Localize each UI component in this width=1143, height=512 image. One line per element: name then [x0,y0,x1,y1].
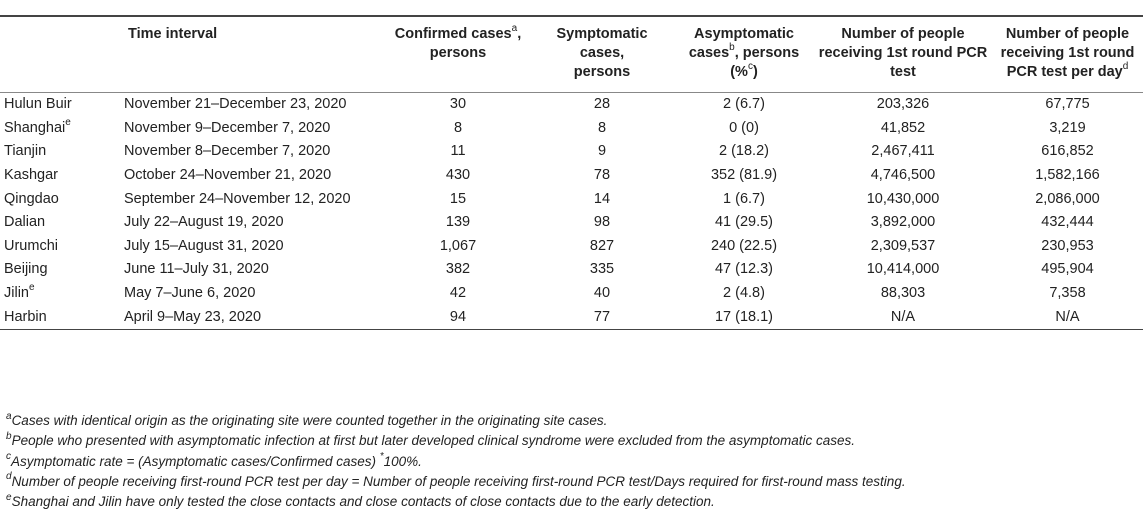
header-confirmed: Confirmed cases$^a$, persons [394,23,522,61]
header-row [0,16,1143,93]
cell-time-interval: July 15–August 31, 2020 [124,237,284,254]
header-pcr-per-day: Number of people receiving 1st round PCR test per day$^d$ [1000,26,1135,80]
cell-symptomatic: 40 [593,285,611,302]
header-region [0,16,120,93]
cell-confirmed: 139 [445,214,471,231]
table-row [0,235,1143,259]
footnote-b: $^b$People who presented with asymptomatic infection at first but later developed clinical syndrome were excluded from the asymptomatic cases. [6,430,855,449]
cell-pcr: 2,467,411 [871,143,935,160]
cell-region: Qingdao [4,190,59,207]
header-asymptomatic: Asymptomatic cases$^b$, persons (%$^c$) [688,26,800,80]
cell-pcr-per-day: 616,852 [1041,143,1094,160]
cell-confirmed: 382 [445,261,471,278]
cell-region: Kashgar [4,167,59,184]
cell-symptomatic: 8 [597,119,607,136]
cell-pcr-per-day: 3,219 [1049,119,1086,136]
cell-pcr: N/A [890,308,916,325]
cell-pcr: 203,326 [876,96,930,113]
cell-asymptomatic: 41 (29.5) [714,214,774,231]
cell-symptomatic: 78 [593,167,611,184]
footnote-d: $^d$Number of people receiving first-round PCR test per day = Number of people receiving first-round PCR test/Days required for first-round mass testing. [6,471,906,489]
table-body [0,93,1143,330]
footnotes [6,411,1136,512]
cell-confirmed: 8 [453,119,463,136]
cell-symptomatic: 335 [589,261,615,278]
cell-time-interval: September 24–November 12, 2020 [124,190,351,207]
cell-symptomatic: 98 [593,214,611,231]
cell-region: Dalian [4,214,46,231]
cell-confirmed: 94 [449,308,467,325]
cell-confirmed: 1,067 [439,237,477,254]
cell-region: Tianjin [4,143,47,160]
cell-region: Hulun Buir [4,96,72,113]
table-row [0,164,1143,188]
cell-confirmed: 11 [450,143,466,160]
cell-pcr: 4,746,500 [870,167,936,184]
cell-confirmed: 430 [445,167,471,184]
table-row [0,211,1143,235]
cell-region: Jilin$^e$ [4,282,35,302]
cell-time-interval: October 24–November 21, 2020 [124,167,332,184]
cell-pcr-per-day: 2,086,000 [1035,190,1100,207]
top-cropped-caption [0,0,1143,10]
cell-pcr-per-day: 230,953 [1041,237,1094,254]
footnote-c: $^c$Asymptomatic rate = (Asymptomatic cases/Confirmed cases) *100%. [6,451,422,469]
table-row [0,305,1143,329]
header-pcr: Number of people receiving 1st round PCR test [818,26,988,80]
cell-pcr-per-day: N/A [1055,308,1080,325]
cell-symptomatic: 14 [593,190,611,207]
cell-asymptomatic: 1 (6.7) [723,190,765,207]
cell-region: Harbin [4,308,47,325]
cell-pcr: 41,852 [880,119,926,136]
table-row [0,282,1143,306]
cell-asymptomatic: 0 (0) [729,119,759,136]
cell-pcr-per-day: 7,358 [1049,285,1086,302]
cell-asymptomatic: 17 (18.1) [714,308,774,325]
cell-time-interval: November 8–December 7, 2020 [124,143,331,160]
table-row [0,258,1143,282]
cell-region: Shanghai$^e$ [4,117,71,136]
cell-symptomatic: 28 [593,96,611,113]
header-symptomatic: Symptomatic cases, persons [556,26,648,80]
cell-time-interval: November 9–December 7, 2020 [124,119,331,136]
cell-pcr: 2,309,537 [870,237,936,254]
cell-time-interval: May 7–June 6, 2020 [124,285,256,302]
cell-region: Urumchi [4,237,58,254]
cell-time-interval: November 21–December 23, 2020 [124,96,347,113]
cell-asymptomatic: 352 (81.9) [710,167,778,184]
header-time-interval: Time interval [128,26,218,42]
cell-pcr: 88,303 [880,285,926,302]
footnote-e: $^e$Shanghai and Jilin have only tested the close contacts and close contacts of close contacts due to the early detection. [6,491,715,510]
cell-pcr-per-day: 1,582,166 [1035,167,1100,184]
cell-pcr-per-day: 495,904 [1041,261,1094,278]
table-row [0,93,1143,117]
cell-symptomatic: 9 [597,143,607,160]
cell-asymptomatic: 240 (22.5) [710,237,778,254]
cell-pcr: 3,892,000 [870,214,936,231]
footnote-a: $^a$Cases with identical origin as the originating site were counted together in the originating site cases. [6,410,608,428]
cell-symptomatic: 77 [593,308,611,325]
table-row [0,187,1143,211]
cell-time-interval: April 9–May 23, 2020 [124,308,262,325]
cell-asymptomatic: 2 (4.8) [723,285,765,302]
cell-symptomatic: 827 [589,237,615,254]
cell-time-interval: July 22–August 19, 2020 [124,214,284,231]
cell-confirmed: 15 [449,190,467,207]
cell-pcr: 10,414,000 [866,261,940,278]
cell-confirmed: 42 [449,285,467,302]
table-row [0,140,1143,164]
data-table [0,15,1143,330]
cell-confirmed: 30 [449,96,467,113]
cell-pcr: 10,430,000 [866,190,940,207]
cell-time-interval: June 11–July 31, 2020 [124,261,269,278]
cell-asymptomatic: 47 (12.3) [714,261,774,278]
cell-asymptomatic: 2 (18.2) [719,143,769,160]
table-row [0,117,1143,141]
cell-pcr-per-day: 67,775 [1045,96,1090,113]
cell-region: Beijing [4,261,48,278]
cell-pcr-per-day: 432,444 [1041,214,1094,231]
cell-asymptomatic: 2 (6.7) [723,96,765,113]
